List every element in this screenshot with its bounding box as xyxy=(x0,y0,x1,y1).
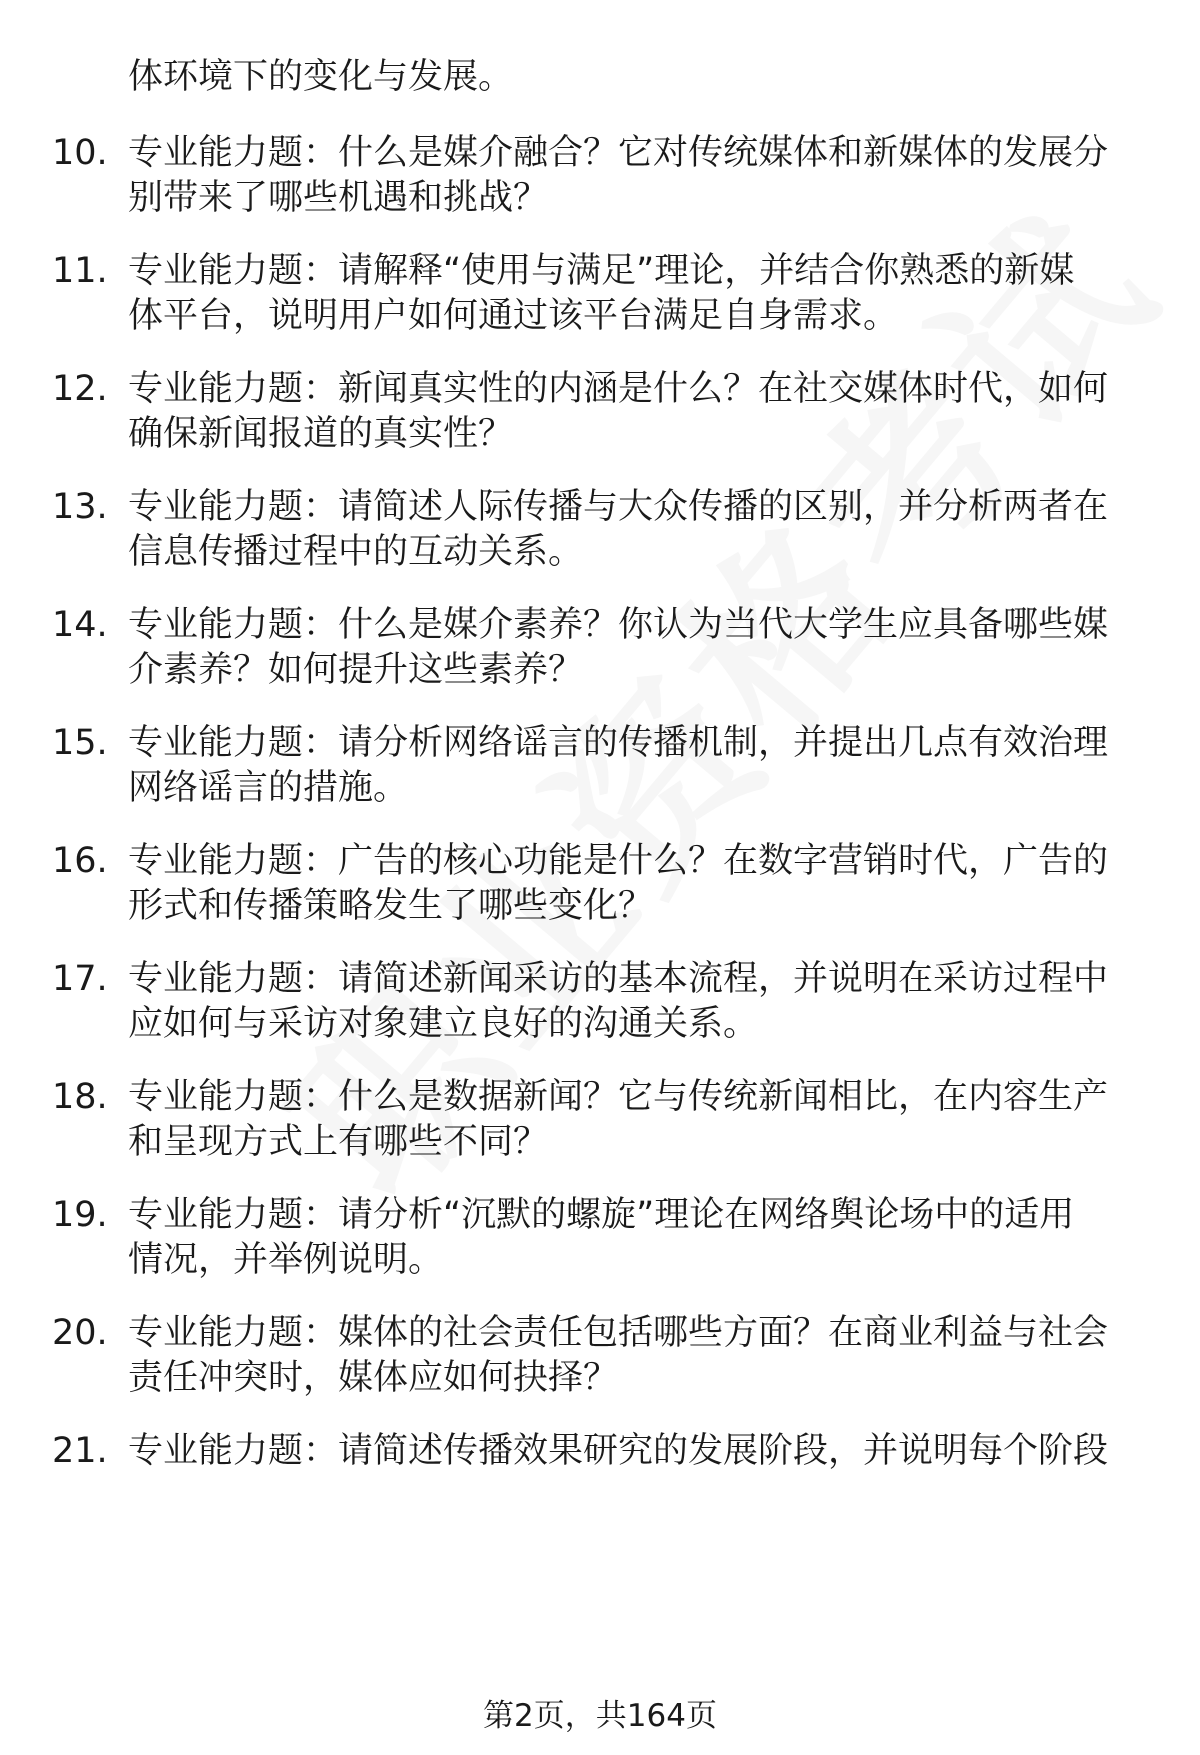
question-number: 11. xyxy=(52,251,108,291)
question-number: 13. xyxy=(52,487,108,527)
question-line: 专业能力题：广告的核心功能是什么？在数字营销时代，广告的 xyxy=(128,841,1109,881)
question-line: 应如何与采访对象建立良好的沟通关系。 xyxy=(128,1004,759,1044)
question-line: 介素养？如何提升这些素养？ xyxy=(128,650,584,690)
question-number: 17. xyxy=(52,959,108,999)
question-line: 别带来了哪些机遇和挑战？ xyxy=(128,178,549,218)
question-line: 专业能力题：请简述新闻采访的基本流程，并说明在采访过程中 xyxy=(128,959,1109,999)
question-line: 专业能力题：什么是数据新闻？它与传统新闻相比，在内容生产 xyxy=(128,1077,1109,1117)
question-number: 18. xyxy=(52,1077,108,1117)
lead-continuation-line: 体环境下的变化与发展。 xyxy=(128,57,514,97)
question-line: 专业能力题：请简述传播效果研究的发展阶段，并说明每个阶段 xyxy=(128,1431,1109,1471)
question-number: 14. xyxy=(52,605,108,645)
question-line: 体平台，说明用户如何通过该平台满足自身需求。 xyxy=(128,296,899,336)
question-line: 专业能力题：什么是媒介融合？它对传统媒体和新媒体的发展分 xyxy=(128,133,1109,173)
question-number: 21. xyxy=(52,1431,108,1471)
question-line: 专业能力题：新闻真实性的内涵是什么？在社交媒体时代，如何 xyxy=(128,369,1109,409)
question-number: 19. xyxy=(52,1195,108,1235)
question-line: 专业能力题：请分析“沉默的螺旋”理论在网络舆论场中的适用 xyxy=(128,1195,1075,1235)
question-number: 16. xyxy=(52,841,108,881)
question-line: 专业能力题：什么是媒介素养？你认为当代大学生应具备哪些媒 xyxy=(128,605,1109,645)
question-number: 15. xyxy=(52,723,108,763)
question-line: 专业能力题：请分析网络谣言的传播机制，并提出几点有效治理 xyxy=(128,723,1109,763)
question-line: 专业能力题：请简述人际传播与大众传播的区别，并分析两者在 xyxy=(128,487,1109,527)
question-line: 专业能力题：请解释“使用与满足”理论，并结合你熟悉的新媒 xyxy=(128,251,1075,291)
page-footer: 第2页，共164页 xyxy=(483,1698,717,1734)
question-line: 信息传播过程中的互动关系。 xyxy=(128,532,584,572)
question-number: 12. xyxy=(52,369,108,409)
question-number: 20. xyxy=(52,1313,108,1353)
question-line: 专业能力题：媒体的社会责任包括哪些方面？在商业利益与社会 xyxy=(128,1313,1109,1353)
question-line: 网络谣言的措施。 xyxy=(128,768,409,808)
question-line: 责任冲突时，媒体应如何抉择？ xyxy=(128,1358,619,1398)
question-line: 形式和传播策略发生了哪些变化？ xyxy=(128,886,654,926)
question-line: 情况，并举例说明。 xyxy=(128,1240,444,1280)
question-line: 和呈现方式上有哪些不同？ xyxy=(128,1122,549,1162)
question-line: 确保新闻报道的真实性？ xyxy=(128,414,514,454)
question-number: 10. xyxy=(52,133,108,173)
